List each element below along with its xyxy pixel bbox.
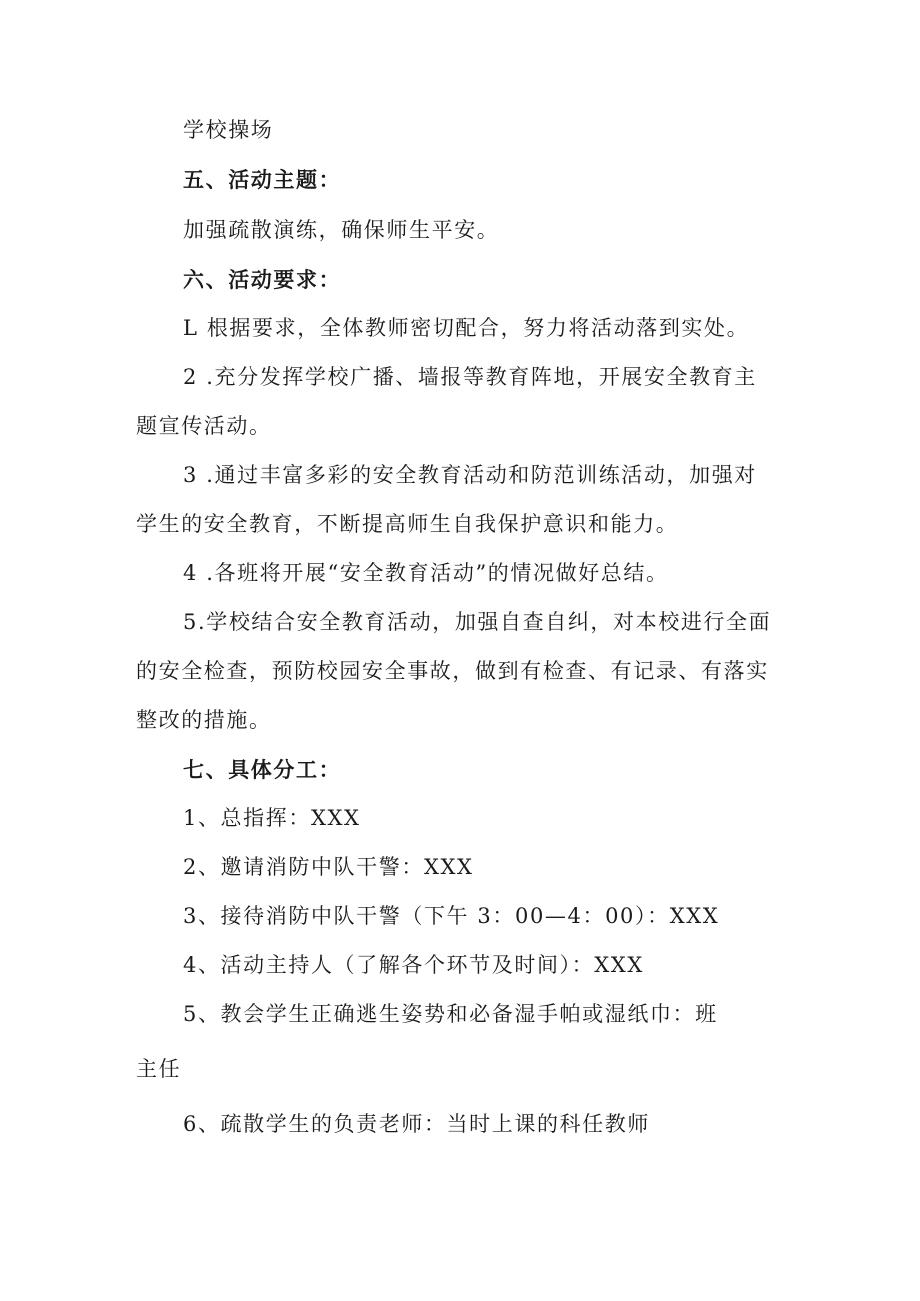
section-6-heading: 六、活动要求： (183, 267, 342, 292)
division-item-5-line-1: 5、教会学生正确逃生姿势和必备湿手帕或湿纸巾：班 (183, 1002, 718, 1026)
requirement-item-5-line-1: 5.学校结合安全教育活动，加强自查自纠，对本校进行全面 (183, 610, 772, 634)
division-item-1: 1、总指挥：XXX (183, 806, 361, 830)
requirement-item-3-line-2: 学生的安全教育，不断提高师生自我保护意识和能力。 (136, 512, 679, 536)
requirement-item-5-line-2: 的安全检查，预防校园安全事故，做到有检查、有记录、有落实 (136, 659, 769, 683)
requirement-item-2-line-1: 2 .充分发挥学校广播、墙报等教育阵地，开展安全教育主 (183, 365, 757, 389)
division-item-5-line-2: 主任 (136, 1057, 182, 1081)
requirement-item-4: 4 .各班将开展“安全教育活动”的情况做好总结。 (183, 561, 669, 585)
requirement-item-2-line-2: 题宣传活动。 (136, 414, 272, 438)
location-text: 学校操场 (183, 118, 274, 142)
requirement-item-3-line-1: 3 .通过丰富多彩的安全教育活动和防范训练活动，加强对 (183, 463, 757, 487)
section-5-content: 加强疏散演练，确保师生平安。 (183, 218, 500, 242)
requirement-item-5-line-3: 整改的措施。 (136, 708, 272, 732)
requirement-item-1: L 根据要求，全体教师密切配合，努力将活动落到实处。 (183, 316, 750, 340)
section-5-heading: 五、活动主题： (183, 167, 342, 192)
division-item-6: 6、疏散学生的负责老师：当时上课的科任教师 (183, 1112, 650, 1136)
division-item-2: 2、邀请消防中队干警：XXX (183, 855, 474, 879)
section-7-heading: 七、具体分工： (183, 757, 342, 782)
division-item-4: 4、活动主持人（了解各个环节及时间）：XXX (183, 953, 644, 977)
division-item-3: 3、接待消防中队干警（下午 3：00—4：00）：XXX (183, 904, 720, 928)
